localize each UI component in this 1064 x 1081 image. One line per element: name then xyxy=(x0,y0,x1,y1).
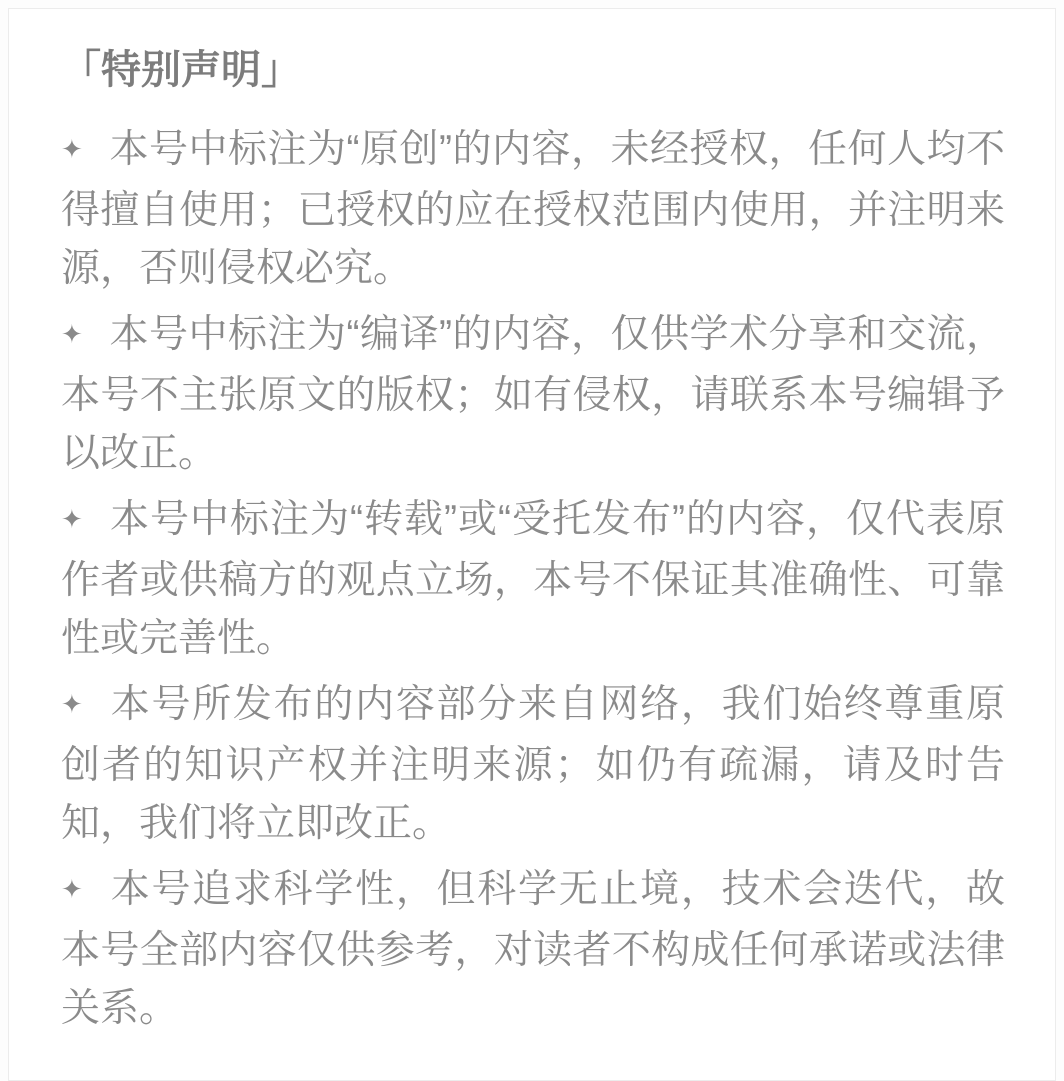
star-bullet-icon: ✦ xyxy=(61,319,83,349)
statement-paragraph-translation xyxy=(61,306,1005,483)
statement-paragraph-science-disclaimer xyxy=(61,861,1005,1038)
paragraph-text: 本号中标注为“原创”的内容，未经授权，任何人均不得擅自使用；已授权的应在授权范围内使用，并注明来源，否则侵权必究。 xyxy=(61,128,1005,290)
paragraph-text: 本号中标注为“编译”的内容，仅供学术分享和交流，本号不主张原文的版权；如有侵权，请联系本号编辑予以改正。 xyxy=(61,313,1005,475)
star-bullet-icon: ✦ xyxy=(61,874,83,904)
statement-title: 「特别声明」 xyxy=(61,48,301,92)
paragraph-text: 本号中标注为“转载”或“受托发布”的内容，仅代表原作者或供稿方的观点立场，本号不保证其准确性、可靠性或完善性。 xyxy=(61,498,1005,660)
statement-paragraph-network-content xyxy=(61,676,1005,853)
star-bullet-icon: ✦ xyxy=(61,504,83,534)
star-bullet-icon: ✦ xyxy=(61,134,83,164)
statement-paragraph-repost xyxy=(61,491,1005,668)
statement-paragraph-original xyxy=(61,121,1005,298)
paragraph-text: 本号追求科学性，但科学无止境，技术会迭代，故本号全部内容仅供参考，对读者不构成任何承诺或法律关系。 xyxy=(61,868,1005,1030)
special-statement-card xyxy=(8,8,1056,1081)
paragraph-text: 本号所发布的内容部分来自网络，我们始终尊重原创者的知识产权并注明来源；如仍有疏漏，请及时告知，我们将立即改正。 xyxy=(61,683,1005,845)
star-bullet-icon: ✦ xyxy=(61,689,83,719)
